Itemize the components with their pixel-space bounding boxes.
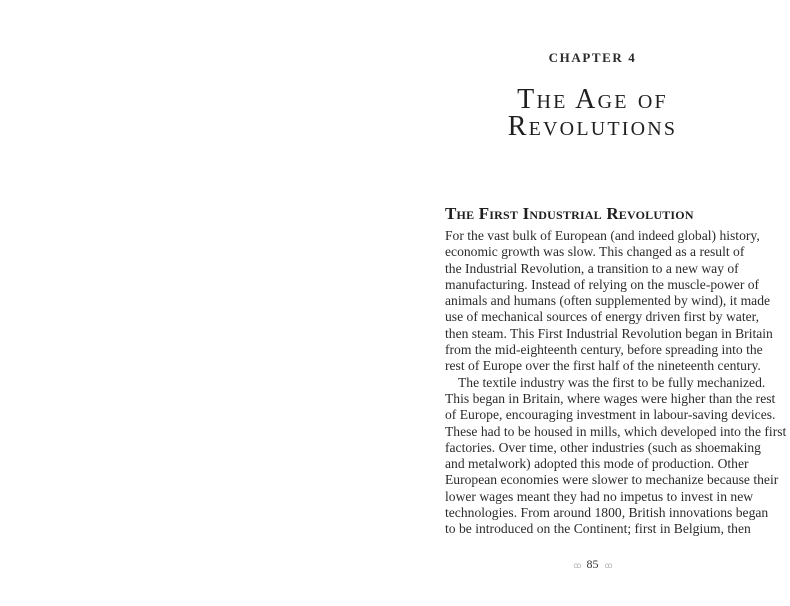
section-heading: The First Industrial Revolution (445, 204, 694, 223)
chapter-title-line-1: The Age of (517, 84, 668, 115)
text-line: lower wages meant they had no impetus to invest in new (445, 488, 754, 504)
text-line: European economies were slower to mechanize because their (445, 472, 779, 488)
body-text (445, 228, 787, 538)
chapter-label: CHAPTER 4 (548, 50, 637, 65)
text-line: then steam. This First Industrial Revolution began in Britain (445, 325, 773, 341)
ornament-right-icon: ꝏ (604, 560, 612, 570)
text-line: from the mid-eighteenth century, before spreading into the (445, 342, 763, 358)
text-line: rest of Europe over the first half of the nineteenth century. (445, 358, 761, 374)
page-number: 85 (586, 557, 599, 571)
chapter-title-line-2: Revolutions (507, 111, 678, 142)
right-page (395, 0, 790, 606)
text-line: This began in Britain, where wages were higher than the rest (445, 390, 776, 406)
text-line: use of mechanical sources of energy driven first by water, (445, 309, 760, 325)
text-line: of Europe, encouraging investment in labour-saving devices. (445, 407, 776, 423)
text-line: to be introduced on the Continent; first in Belgium, then (445, 521, 751, 537)
text-line: the Industrial Revolution, a transition to a new way of (445, 260, 739, 276)
ornament-left-icon: ꝏ (573, 560, 581, 570)
text-line: economic growth was slow. This changed as a result of (445, 244, 745, 260)
text-line: These had to be housed in mills, which developed into the first (445, 423, 787, 439)
text-line: factories. Over time, other industries (such as shoemaking (445, 439, 761, 455)
text-line: technologies. From around 1800, British innovations began (445, 505, 769, 521)
chapter-title (395, 86, 790, 140)
text-line: and metalwork) adopted this mode of production. Other (445, 456, 749, 472)
text-line: For the vast bulk of European (and indeed global) history, (445, 228, 760, 243)
text-line: manufacturing. Instead of relying on the muscle-power of (445, 276, 760, 292)
page-footer (395, 557, 790, 572)
text-line-paragraph-start: The textile industry was the first to be fully mechanized. (458, 374, 766, 390)
text-line: animals and humans (often supplemented by wind), it made (445, 293, 771, 309)
